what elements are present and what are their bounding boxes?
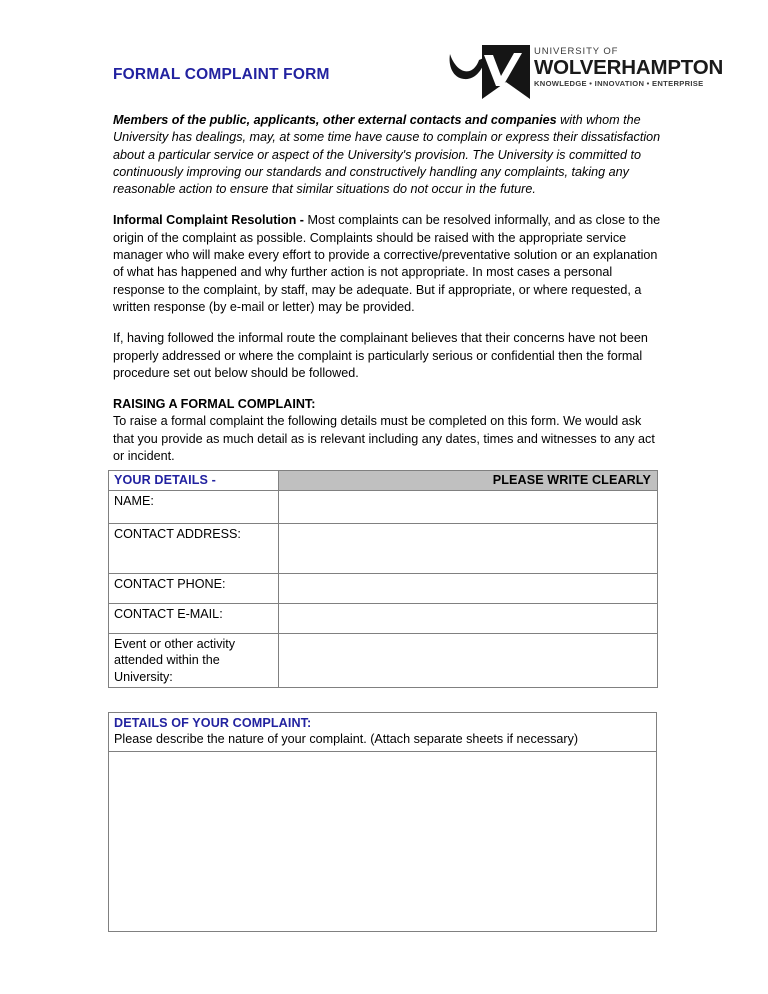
- your-details-heading: YOUR DETAILS -: [109, 471, 279, 491]
- field-label-name: NAME:: [109, 490, 279, 523]
- complaint-details-section: [108, 712, 657, 932]
- field-label-contact-address: CONTACT ADDRESS:: [109, 523, 279, 573]
- university-logo: [448, 44, 724, 102]
- name-field[interactable]: [279, 490, 658, 523]
- raising-formal-complaint-heading: RAISING A FORMAL COMPLAINT:: [113, 397, 316, 412]
- logo-wordmark: [534, 46, 724, 89]
- field-label-contact-email: CONTACT E-MAIL:: [109, 603, 279, 633]
- complaint-details-instruction: Please describe the nature of your complaint. (Attach separate sheets if necessary): [114, 732, 579, 746]
- event-or-activity-field[interactable]: [279, 633, 658, 688]
- field-label-event-or-activity: Event or other activity attended within the University:: [109, 633, 279, 688]
- table-row: [109, 633, 658, 688]
- logo-line-tagline: KNOWLEDGE • INNOVATION • ENTERPRISE: [534, 79, 704, 88]
- informal-rest: Most complaints can be resolved informally, and as close to the origin of the complaint as possible. Complaints should be raised with the appropriate service manager who will make every effort to provide a corrective/preventative solution or an explanation of what has happened and why further action is not appropriate. In most cases a personal response to the complaint, by staff, may be adequate. But if appropriate, or where requested, a written response (by e-mail or letter) may be provided.: [113, 213, 661, 314]
- document-body: [113, 112, 665, 479]
- wolverhampton-banner-mark-icon: [448, 44, 532, 100]
- contact-phone-field[interactable]: [279, 573, 658, 603]
- complaint-details-heading: DETAILS OF YOUR COMPLAINT:: [114, 716, 312, 730]
- table-row: [109, 573, 658, 603]
- page-title: FORMAL COMPLAINT FORM: [113, 66, 330, 83]
- intro-paragraph: [113, 112, 665, 198]
- your-details-table: [108, 470, 658, 688]
- logo-line-wolverhampton: WOLVERHAMPTON: [534, 56, 724, 79]
- complaint-description-textarea[interactable]: [109, 752, 656, 931]
- intro-rest: with whom the University has dealings, may, at some time have cause to complain or express their dissatisfaction about a particular service or aspect of the University's provision. The University is committed to continuously improving our standards and constructively handling any complaints, taking any reasonable action to ensure that similar situations do not occur in the future.: [113, 113, 661, 197]
- table-row: [109, 490, 658, 523]
- informal-lead: Informal Complaint Resolution -: [113, 213, 305, 228]
- complaint-details-header: [109, 713, 656, 752]
- table-row: [109, 523, 658, 573]
- field-label-contact-phone: CONTACT PHONE:: [109, 573, 279, 603]
- please-write-clearly-note: PLEASE WRITE CLEARLY: [279, 471, 658, 491]
- logo-line-university-of: UNIVERSITY OF: [534, 46, 619, 57]
- contact-email-field[interactable]: [279, 603, 658, 633]
- table-row: [109, 603, 658, 633]
- raising-formal-complaint-paragraph: To raise a formal complaint the following details must be completed on this form. We would ask that you provide as much detail as is relevant including any dates, times and witnesses to any act or incident.: [113, 414, 655, 464]
- table-header-row: [109, 471, 658, 491]
- escalation-paragraph: If, having followed the informal route the complainant believes that their concerns have not been properly addressed or where the complaint is particularly serious or confidential then the formal procedure set out below should be followed.: [113, 331, 648, 380]
- contact-address-field[interactable]: [279, 523, 658, 573]
- intro-lead: Members of the public, applicants, other external contacts and companies: [113, 113, 557, 127]
- document-header: [0, 0, 768, 110]
- informal-resolution-paragraph: [113, 212, 665, 316]
